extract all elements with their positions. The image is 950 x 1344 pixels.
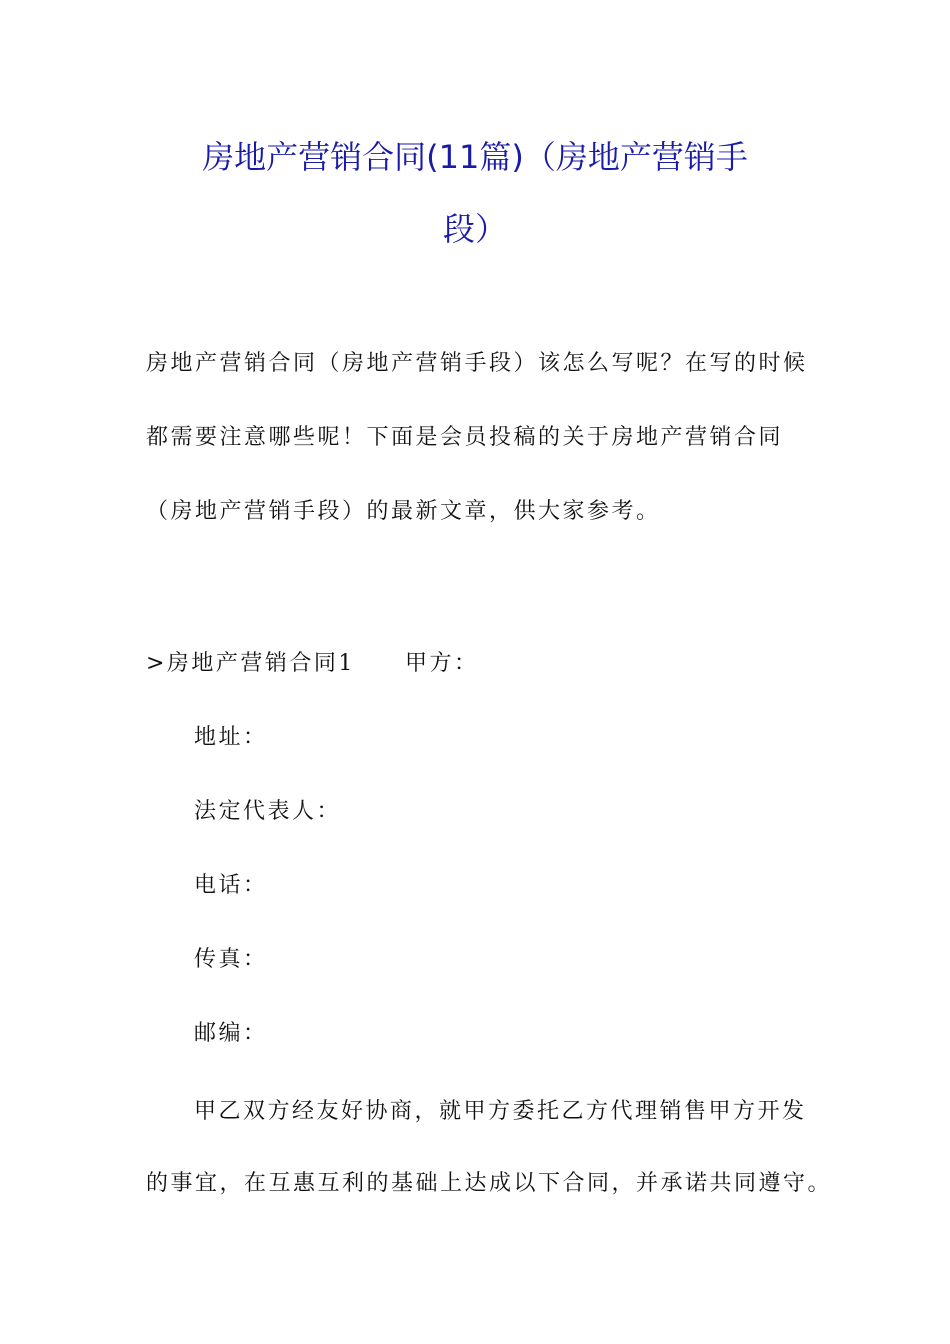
section-heading-label: >房地产营销合同1 — [146, 651, 355, 676]
body-paragraph-line-1: 甲乙双方经友好协商，就甲方委托乙方代理销售甲方开发 — [194, 1099, 807, 1124]
fax-label: 传真： — [194, 947, 268, 972]
intro-line-2: 都需要注意哪些呢！下面是会员投稿的关于房地产营销合同 — [146, 425, 784, 450]
address-label: 地址： — [194, 725, 268, 750]
phone-label: 电话： — [194, 873, 268, 898]
intro-line-3: （房地产营销手段）的最新文章，供大家参考。 — [146, 499, 661, 524]
postcode-label: 邮编： — [194, 1021, 268, 1046]
body-paragraph-line-2: 的事宜，在互惠互利的基础上达成以下合同，并承诺共同遵守。 — [146, 1171, 833, 1196]
intro-line-1: 房地产营销合同（房地产营销手段）该怎么写呢？在写的时候 — [146, 351, 808, 376]
party-a-label: 甲方： — [404, 651, 479, 676]
document-title-line-2: 段） — [442, 210, 507, 248]
document-title-line-1: 房地产营销合同(11篇)（房地产营销手 — [202, 138, 748, 176]
section-heading — [146, 646, 478, 677]
legal-representative-label: 法定代表人： — [194, 799, 342, 824]
